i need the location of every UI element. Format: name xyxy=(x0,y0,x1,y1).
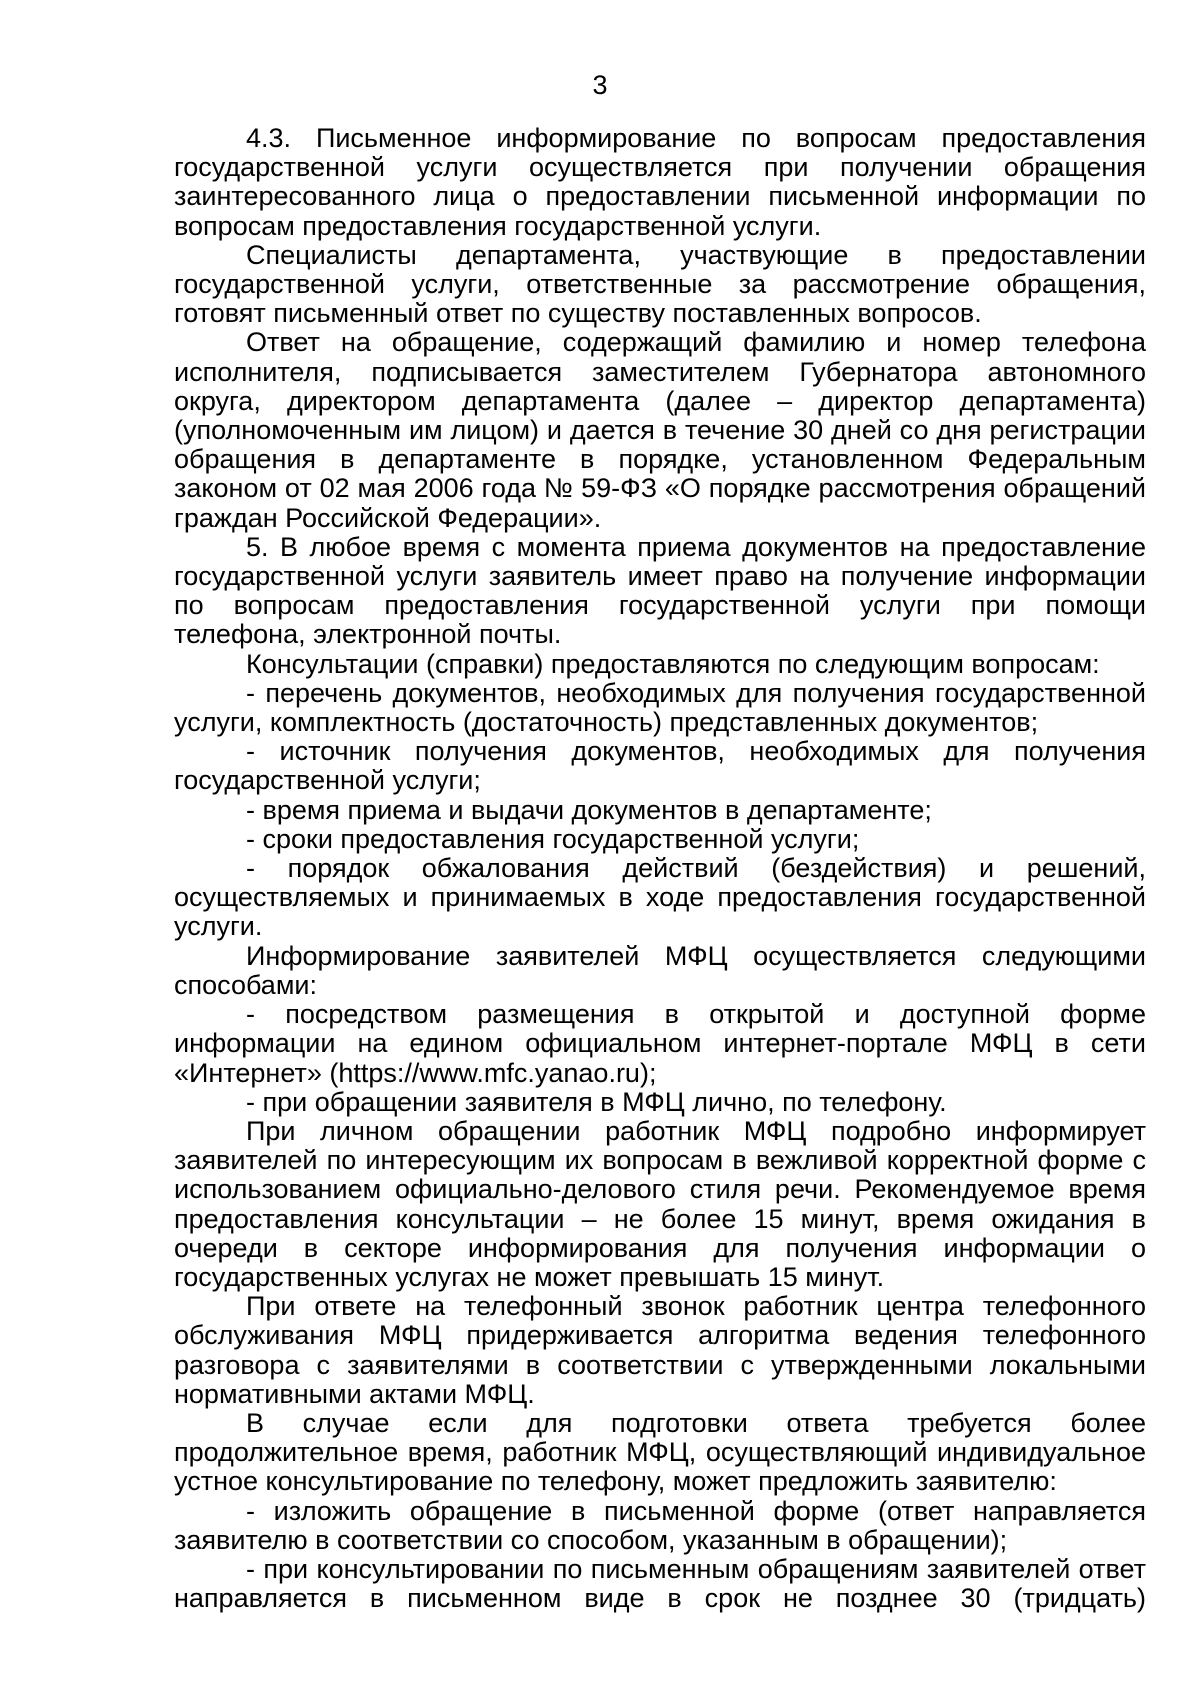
paragraph-specialists: Специалисты департамента, участвующие в предоставлении государственной услуги, ответственные за рассмотрение обращения, готовят письменный ответ по существу поставленных вопросов. xyxy=(174,239,1146,329)
list-item-documents: - перечень документов, необходимых для получения государственной услуги, комплектность (достаточность) представленных документов; xyxy=(174,677,1146,738)
paragraph-consultations: Консультации (справки) предоставляются по следующим вопросам: xyxy=(246,648,1100,679)
paragraph-personal-visit: При личном обращении работник МФЦ подробно информирует заявителей по интересующим их вопросам в вежливой корректной форме с использованием официально-делового стиля речи. Рекомендуемое время предоставления консультации – не более 15 минут, время ожидания в очереди в секторе информирования для получения информации о государственных услугах не может превышать 15 минут. xyxy=(174,1115,1146,1292)
paragraph-response: Ответ на обращение, содержащий фамилию и номер телефона исполнителя, подписывается заместителем Губернатора автономного округа, директором департамента (далее – директор департамента) (уполномоченным им лицом) и дается в течение 30 дней со дня регистрации обращения в департаменте в порядке, установленном Федеральным законом от 02 мая 2006 года № 59-ФЗ «О порядке рассмотрения обращений граждан Российской Федерации». xyxy=(174,327,1146,533)
list-item-time: - время приема и выдачи документов в департаменте; xyxy=(246,794,932,825)
list-item-portal: - посредством размещения в открытой и доступной форме информации на едином официальном интернет-портале МФЦ в сети «Интернет» (https://www.mfc.yanao.ru); xyxy=(174,999,1146,1088)
paragraph-phone-call: При ответе на телефонный звонок работник центра телефонного обслуживания МФЦ придерживается алгоритма ведения телефонного разговора с заявителями в соответствии с утвержденными локальными нормативными актами МФЦ. xyxy=(174,1291,1146,1409)
paragraph-mfc-informing: Информирование заявителей МФЦ осуществляется следующими способами: xyxy=(174,940,1146,1000)
list-item-source: - источник получения документов, необходимых для получения государственной услуги; xyxy=(174,736,1146,796)
list-item-appeal: - порядок обжалования действий (бездействия) и решений, осуществляемых и принимаемых в ходе предоставления государственной услуги. xyxy=(174,853,1146,942)
list-item-written-form: - изложить обращение в письменной форме (ответ направляется заявителю в соответствии со способом, указанным в обращении); xyxy=(174,1495,1146,1555)
list-item-in-person: - при обращении заявителя в МФЦ лично, по телефону. xyxy=(246,1086,947,1117)
paragraph-5: 5. В любое время с момента приема документов на предоставление государственной услуги заявитель имеет право на получение информации по вопросам предоставления государственной услуги при помощи телефона, электронной почты. xyxy=(174,531,1146,650)
list-item-terms: - сроки предоставления государственной услуги; xyxy=(246,823,860,854)
list-item-written-response: - при консультировании по письменным обращениям заявителей ответ направляется в письменном виде в срок не позднее 30 (тридцать) xyxy=(174,1553,1146,1614)
paragraph-longer-time: В случае если для подготовки ответа требуется более продолжительное время, работник МФЦ, осуществляющий индивидуальное устное консультирование по телефону, может предложить заявителю: xyxy=(174,1407,1146,1497)
page-number: 3 xyxy=(592,70,608,100)
document-body xyxy=(174,124,1146,1613)
paragraph-4-3: 4.3. Письменное информирование по вопросам предоставления государственной услуги осуществляется при получении обращения заинтересованного лица о предоставлении письменной информации по вопросам предоставления государственной услуги. xyxy=(174,123,1146,241)
